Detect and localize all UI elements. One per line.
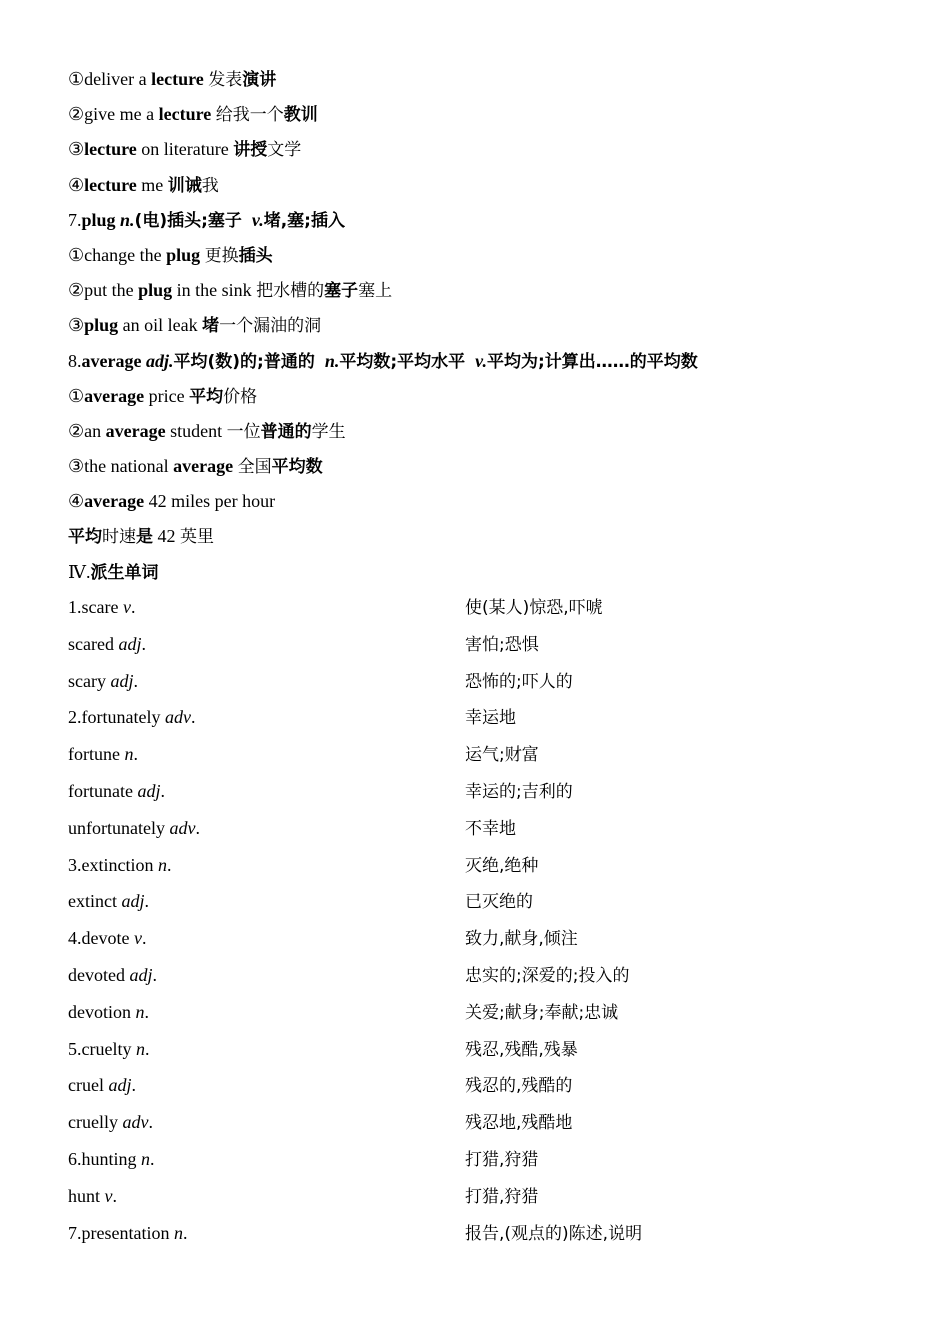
part-of-speech: n [141, 1148, 151, 1169]
word-cell: unfortunately adv. [68, 817, 200, 838]
meaning-cell: 残忍,残酷,残暴 [465, 1039, 578, 1060]
part-of-speech: adj [108, 1075, 132, 1096]
word-cell: cruel adj. [68, 1075, 136, 1096]
entry-heading-plug: 7.plug n.(电)插头;塞子 v.堵,塞;插入 [68, 209, 345, 231]
phrase-line: ①deliver a lecture 发表演讲 [68, 69, 277, 90]
part-of-speech: n. [324, 350, 340, 371]
meaning-cell: 恐怖的;吓人的 [465, 671, 573, 692]
part-of-speech: n [135, 1001, 145, 1022]
part-of-speech: v [133, 928, 142, 949]
table-row [68, 883, 888, 920]
meaning-cell: 残忍地,残酷地 [465, 1113, 573, 1134]
table-row [68, 810, 888, 847]
meaning-cell: 致力,献身,倾注 [465, 929, 578, 950]
part-of-speech: adv [122, 1112, 149, 1133]
phrase-line: ②put the plug in the sink 把水槽的塞子塞上 [68, 280, 393, 302]
meaning-cell: 关爱;献身;奉献;忠诚 [465, 1002, 619, 1023]
headword: plug [81, 209, 116, 230]
meaning-cell: 灭绝,绝种 [465, 855, 539, 876]
meaning-cell: 报告,(观点的)陈述,说明 [465, 1223, 643, 1244]
word-cell: 4.devote v. [68, 928, 147, 949]
meaning-cell: 幸运地 [465, 708, 516, 729]
word-cell: 1.scare v. [68, 597, 136, 617]
table-row [68, 994, 888, 1031]
meaning-cell: 忠实的;深爱的;投入的 [465, 965, 630, 986]
word-cell: scared adj. [68, 633, 146, 654]
keyword: plug [166, 244, 201, 265]
part-of-speech: adv [164, 707, 191, 728]
word-cell: devotion n. [68, 1001, 149, 1022]
table-row [68, 663, 888, 700]
keyword: lecture [84, 174, 137, 195]
phrase-line: ③lecture on literature 讲授文学 [68, 139, 302, 161]
word-cell: 6.hunting n. [68, 1148, 155, 1169]
phrase-line: ②an average student 一位普通的学生 [68, 420, 346, 442]
vocab-page [68, 62, 888, 590]
keyword: average [84, 491, 145, 512]
part-of-speech: n [124, 744, 134, 765]
headword: average [81, 350, 142, 371]
table-row [68, 1178, 888, 1215]
word-cell: cruelly adv. [68, 1112, 153, 1133]
phrase-line: ④lecture me 训诫我 [68, 174, 219, 196]
word-cell: fortune n. [68, 744, 138, 765]
table-row [68, 1141, 888, 1178]
meaning-cell: 使(某人)惊恐,吓唬 [465, 598, 603, 618]
table-row [68, 773, 888, 810]
keyword: average [173, 456, 234, 477]
phrase-line: ③plug an oil leak 堵一个漏油的洞 [68, 315, 322, 337]
meaning-cell: 运气;财富 [465, 745, 539, 766]
word-cell: fortunate adj. [68, 780, 165, 801]
part-of-speech: adj [129, 964, 153, 985]
phrase-line: ①change the plug 更换插头 [68, 244, 273, 266]
meaning-cell: 打猎,狩猎 [465, 1186, 539, 1207]
word-cell: scary adj. [68, 670, 138, 691]
entry-heading-average: 8.average adj.平均(数)的;普通的 n.平均数;平均水平 v.平均为;计算出……的平均数 [68, 350, 698, 372]
table-row [68, 626, 888, 663]
part-of-speech: adj [137, 780, 161, 801]
keyword: plug [138, 280, 173, 301]
phrase-line: ③the national average 全国平均数 [68, 456, 323, 478]
meaning-cell: 已灭绝的 [465, 892, 533, 913]
part-of-speech: n [135, 1038, 145, 1059]
part-of-speech: v. [251, 209, 264, 230]
meaning-cell: 害怕;恐惧 [465, 634, 539, 655]
phrase-line: ④average 42 miles per hour [68, 491, 276, 512]
part-of-speech: n [157, 854, 167, 875]
phrase-line: ②give me a lecture 给我一个教训 [68, 104, 318, 126]
part-of-speech: v [104, 1185, 113, 1206]
section-heading: Ⅳ.派生单词 [68, 561, 159, 583]
word-cell: hunt v. [68, 1185, 118, 1206]
part-of-speech: v [122, 597, 131, 617]
keyword: lecture [151, 69, 204, 89]
part-of-speech: n [173, 1222, 183, 1243]
table-row [68, 957, 888, 994]
table-row [68, 920, 888, 957]
word-cell: 2.fortunately adv. [68, 707, 196, 728]
word-cell: 5.cruelty n. [68, 1038, 150, 1059]
word-cell: extinct adj. [68, 891, 149, 912]
word-cell: devoted adj. [68, 964, 157, 985]
table-row [68, 1215, 888, 1252]
meaning-cell: 残忍的,残酷的 [465, 1076, 573, 1097]
table-row [68, 847, 888, 884]
part-of-speech: adv [169, 817, 196, 838]
keyword: average [84, 385, 145, 406]
table-row [68, 699, 888, 736]
word-cell: 7.presentation n. [68, 1222, 188, 1243]
word-cell: 3.extinction n. [68, 854, 172, 875]
meaning-cell: 幸运的;吉利的 [465, 781, 573, 802]
table-row [68, 589, 888, 626]
translation-line: 平均时速是 42 英里 [68, 526, 214, 548]
phrase-line: ①average price 平均价格 [68, 385, 258, 407]
part-of-speech: adj [118, 633, 142, 654]
part-of-speech: v. [475, 350, 487, 371]
keyword: lecture [84, 139, 137, 160]
table-row [68, 1031, 888, 1068]
table-row [68, 1067, 888, 1104]
part-of-speech: adj. [145, 350, 174, 371]
keyword: lecture [158, 104, 212, 125]
keyword: plug [84, 315, 119, 336]
table-row [68, 1104, 888, 1141]
part-of-speech: n. [120, 209, 135, 230]
derived-words-table [68, 589, 888, 1251]
part-of-speech: adj [121, 891, 145, 912]
meaning-cell: 打猎,狩猎 [465, 1149, 539, 1170]
table-row [68, 736, 888, 773]
meaning-cell: 不幸地 [465, 818, 516, 839]
keyword: average [105, 420, 166, 441]
part-of-speech: adj [110, 670, 134, 691]
